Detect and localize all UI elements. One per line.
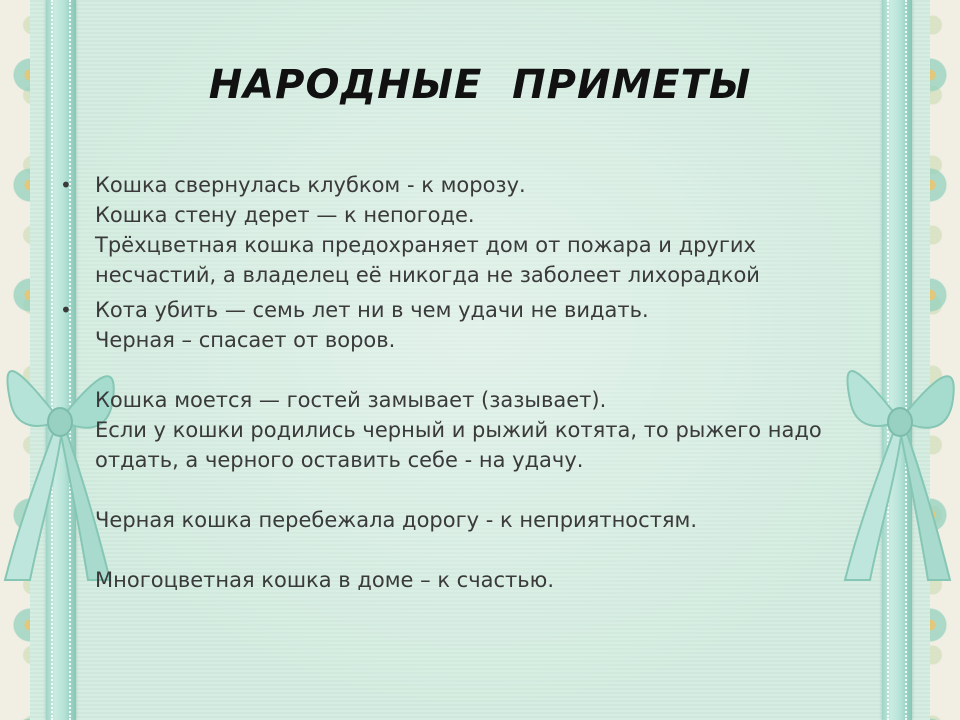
slide-title: НАРОДНЫЕ ПРИМЕТЫ	[208, 62, 752, 108]
slide-content	[60, 170, 910, 600]
bullet-line: отдать, а черного оставить себе - на удачу.	[95, 448, 584, 472]
bullet-item	[60, 295, 910, 595]
blank-line	[95, 355, 910, 385]
bullet-line: Кошка моется — гостей замывает (зазывает).	[95, 388, 607, 412]
bullet-dot-icon: •	[60, 298, 72, 322]
bullet-line: Кота убить — семь лет ни в чем удачи не видать.	[95, 298, 649, 322]
bullet-item	[60, 170, 910, 290]
bullet-line: Черная кошка перебежала дорогу - к неприятностям.	[95, 508, 698, 532]
blank-line	[95, 475, 910, 505]
bullet-line: Если у кошки родились черный и рыжий котята, то рыжего надо	[95, 418, 822, 442]
bullet-line: Кошка свернулась клубком - к морозу.	[95, 173, 526, 197]
blank-line	[95, 535, 910, 565]
bullet-line: несчастий, а владелец её никогда не заболеет лихорадкой	[95, 263, 760, 287]
bullet-line: Кошка стену дерет — к непогоде.	[95, 203, 475, 227]
bullet-line: Трёхцветная кошка предохраняет дом от пожара и других	[95, 233, 756, 257]
bullet-line: Черная – спасает от воров.	[95, 328, 396, 352]
bullet-line: Многоцветная кошка в доме – к счастью.	[95, 568, 555, 592]
bullet-dot-icon: •	[60, 173, 72, 197]
